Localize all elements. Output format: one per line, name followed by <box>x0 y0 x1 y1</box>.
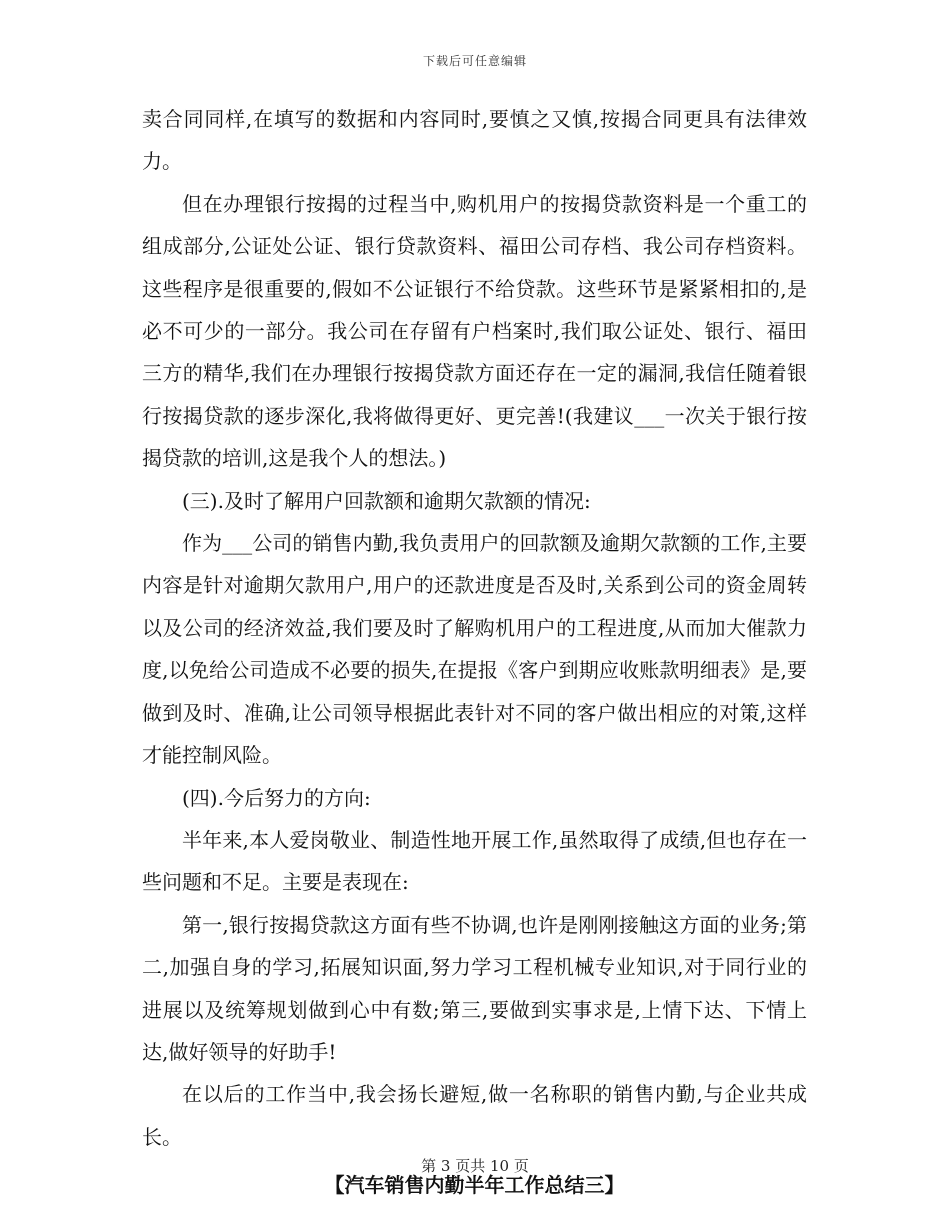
paragraph-7: 第一,银行按揭贷款这方面有些不协调,也许是刚刚接触这方面的业务;第二,加强自身的学习,拓展知识面,努力学习工程机械专业知识,对于同行业的进展以及统筹规划做到心中有数;第三,要做到实事求是,上情下达、下情上达,做好领导的好助手! <box>142 912 807 1064</box>
paragraph-8: 在以后的工作当中,我会扬长避短,做一名称职的销售内勤,与企业共成长。 <box>142 1082 807 1149</box>
paragraph-2: 但在办理银行按揭的过程当中,购机用户的按揭贷款资料是一个重工的组成部分,公证处公证、银行贷款资料、福田公司存档、我公司存档资料。这些程序是很重要的,假如不公证银行不给贷款。这些环节是紧紧相扣的,是必不可少的一部分。我公司在存留有户档案时,我们取公证处、银行、福田三方的精华,我们在办理银行按揭贷款方面还存在一定的漏洞,我信任随着银行按揭贷款的逐步深化,我将做得更好、更完善!(我建议___一次关于银行按揭贷款的培训,这是我个人的想法。) <box>142 191 807 471</box>
section-title-4: (四).今后努力的方向: <box>182 785 371 810</box>
document-heading: 【汽车销售内勤半年工作总结三】 <box>324 1173 625 1198</box>
page-header: 下载后可任意编辑 <box>422 54 527 68</box>
section-title-3: (三).及时了解用户回款额和逾期欠款额的情况: <box>182 488 591 513</box>
page-footer: 第 3 页共 10 页 <box>421 1157 529 1175</box>
paragraph-1: 卖合同同样,在填写的数据和内容同时,要慎之又慎,按揭合同更具有法律效力。 <box>142 107 807 174</box>
paragraph-4: 作为___公司的销售内勤,我负责用户的回款额及逾期欠款额的工作,主要内容是针对逾期欠款用户,用户的还款进度是否及时,关系到公司的资金周转以及公司的经济效益,我们要及时了解购机用户的工程进度,从而加大催款力度,以免给公司造成不必要的损失,在提报《客户到期应收账款明细表》是,要做到及时、准确,让公司领导根据此表针对不同的客户做出相应的对策,这样才能控制风险。 <box>142 531 807 768</box>
paragraph-6: 半年来,本人爱岗敬业、制造性地开展工作,虽然取得了成绩,但也存在一些问题和不足。主要是表现在: <box>142 827 807 895</box>
document-body <box>142 98 807 1206</box>
